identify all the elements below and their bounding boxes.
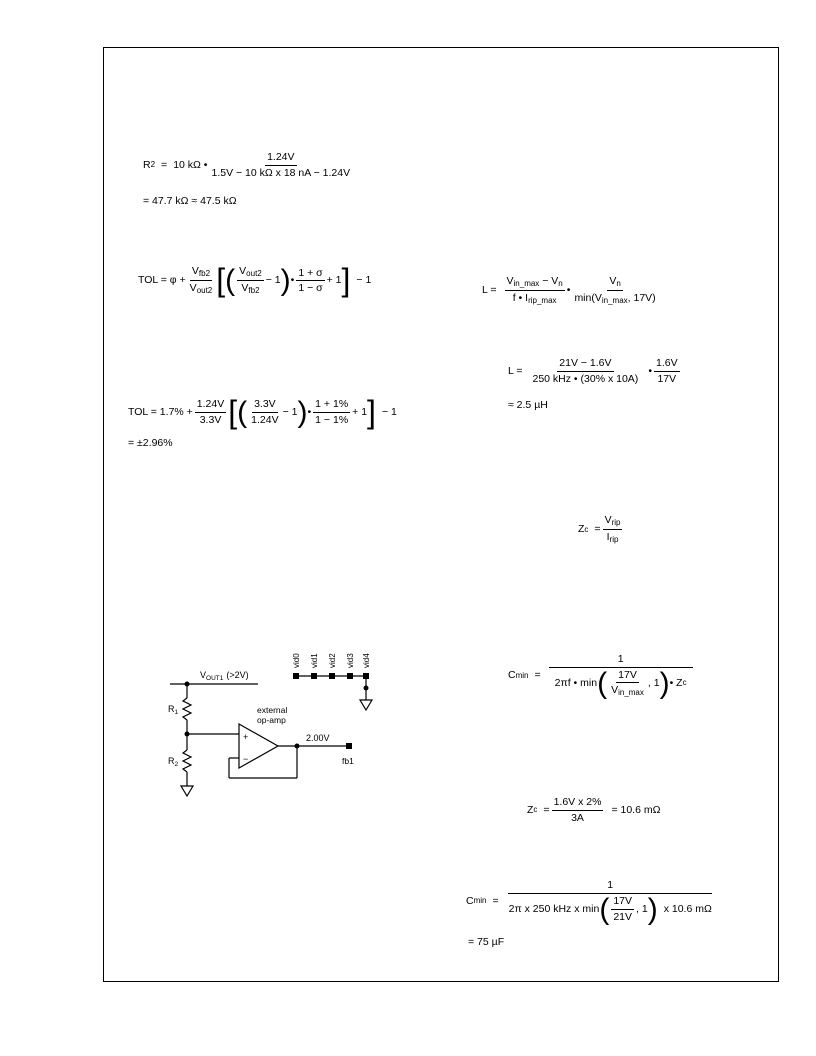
r1-resistor xyxy=(183,698,191,720)
cmin-general-formula: C min = 1 2πf • min ( $\frac{17V}{V_{in\_max}}$ , 1 ) • Z c xyxy=(508,654,695,697)
vid2-pin xyxy=(329,673,335,679)
vid4-label: vid4 xyxy=(362,653,371,668)
l-numeric-formula: L = $\frac{21V - 1.6V}{\text{250 kHz • (30\% x 10A)}}$ • $\frac{1.6V}{17V}$ xyxy=(508,357,678,385)
tol-general-formula: TOL = φ + $\frac{V_{fb2}}{V_{out2}}$ [ ( $\frac{V_{out2}}{V_{fb2}}$ − 1 ) • $\frac{1 + \sigma}{1 - \sigma}$ + 1 ] − 1 xyxy=(138,262,372,299)
l-numeric-result: ≈ 2.5 µH xyxy=(508,399,548,411)
output-voltage-label: 2.00V xyxy=(306,733,330,743)
zc-general-formula: Z c = $\frac{V_{rip}}{I_{rip}}$ xyxy=(578,514,621,544)
r2-formula: R 2 = 10 kΩ • $\frac{1.24V}{\text{1.5V − 10 kΩ x 18 nA − 1.24V}}$ xyxy=(143,151,351,179)
minus-sign: − xyxy=(243,754,249,764)
fb1-label: fb1 xyxy=(342,756,354,766)
vid3-pin xyxy=(347,673,353,679)
vid0-pin xyxy=(293,673,299,679)
page-border xyxy=(103,47,779,982)
ground-icon xyxy=(181,786,193,796)
r2-resistor xyxy=(183,750,191,772)
vid1-label: vid1 xyxy=(310,653,319,668)
op-amp-label-1: external xyxy=(257,705,288,715)
fb1-pin xyxy=(346,743,352,749)
r1-label: $R_1$ xyxy=(168,704,179,716)
vid4-pin xyxy=(363,673,369,679)
op-amp-label-2: op-amp xyxy=(257,715,286,725)
plus-sign: + xyxy=(243,732,249,742)
r2-label: $R_2$ xyxy=(168,756,179,768)
l-general-formula: L = $\frac{V_{in\_max} - V_n}{f • I_{rip\_max}}$ • $\frac{V_n}{\min(V_{in\_max}, 17V)}$ xyxy=(482,275,656,305)
tol-numeric-formula: TOL = 1.7% + $\frac{1.24V}{3.3V}$ [ ( $\frac{3.3V}{1.24V}$ − 1 ) • $\frac{1 + 1\%}{1 - 1\%}$ + 1 ] − 1 xyxy=(128,394,397,430)
feedback-schematic xyxy=(160,640,390,810)
vid1-pin xyxy=(311,673,317,679)
tol-numeric-result: = ±2.96% xyxy=(128,437,173,449)
vid-ground-icon xyxy=(360,700,372,710)
vid2-label: vid2 xyxy=(328,653,337,668)
vout-label: $V_{OUT1}$ (>2V) xyxy=(200,670,249,682)
vid3-label: vid3 xyxy=(346,653,355,668)
zc-numeric-formula: Z c = $\frac{\text{1.6V x 2\%}}{3A}$ = 10.6 mΩ xyxy=(527,796,661,824)
vid0-label: vid0 xyxy=(292,653,301,668)
cmin-numeric-formula: C min = 1 2π x 250 kHz x min ( $\frac{17V}{21V}$ , 1 ) x 10.6 mΩ xyxy=(466,879,712,926)
cmin-numeric-result: = 75 µF xyxy=(468,936,505,948)
r2-result: = 47.7 kΩ ≈ 47.5 kΩ xyxy=(143,195,237,207)
